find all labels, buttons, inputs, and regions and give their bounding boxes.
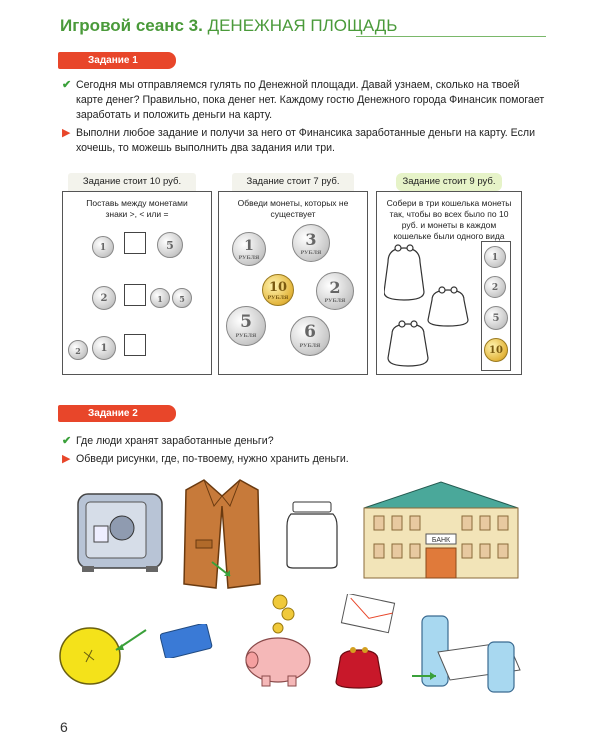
coin-icon [226, 306, 266, 346]
coin-value: 1 [491, 253, 499, 263]
jacket-icon [182, 476, 262, 592]
coin-word: РУБЛЯ [324, 298, 346, 304]
check-icon: ✔ [62, 435, 72, 447]
page-number: 6 [60, 719, 68, 735]
answer-box[interactable] [124, 232, 146, 254]
pillow-icon [56, 616, 152, 688]
coin-value: 6 [304, 322, 316, 342]
answer-box[interactable] [124, 284, 146, 306]
coin-word: РУБЛЯ [300, 250, 322, 256]
title-rest: ДЕНЕЖНАЯ ПЛОЩАДЬ [207, 16, 398, 35]
coin-value: 5 [240, 312, 252, 332]
coin-icon [262, 274, 294, 306]
task2-badge: Задание 2 [58, 405, 176, 422]
coin-icon [292, 224, 330, 262]
coin-value: 1 [99, 243, 107, 253]
bank-card-icon [160, 624, 214, 658]
coin-word: РУБЛЯ [238, 255, 260, 261]
coin-value: 2 [75, 346, 81, 356]
coin-value: 1 [100, 343, 108, 354]
coin-value: 5 [179, 294, 185, 304]
coin-word: РУБЛЯ [267, 295, 289, 301]
coin-value: 1 [244, 238, 254, 254]
task1-paragraph-2: ▶ Выполни любое задание и получи за него от Финансика заработанные деньги на карту. Если хочешь, то можешь выполнить два задания или три. [62, 127, 536, 154]
title-bold: Игровой сеанс 3. [60, 16, 203, 35]
jar-icon [285, 500, 339, 570]
card1-price-tab: Задание стоит 10 руб. [68, 173, 196, 191]
triangle-bullet-icon: ▶ [62, 127, 71, 139]
coin-icon [92, 336, 116, 360]
envelope-icon [340, 594, 398, 636]
bed-icon [408, 612, 522, 694]
coin-icon [150, 288, 170, 308]
purse-icon [334, 644, 384, 690]
triangle-bullet-icon: ▶ [62, 453, 71, 465]
check-icon: ✔ [62, 79, 72, 91]
coin-icon [484, 246, 506, 268]
purse-icon [428, 287, 468, 326]
coin-icon [157, 232, 183, 258]
coin-value: 2 [329, 278, 341, 297]
coin-value: 2 [491, 283, 499, 293]
card3-price-tab: Задание стоит 9 руб. [396, 173, 502, 191]
coin-value: 2 [100, 293, 108, 304]
piggy-bank-icon [240, 594, 316, 690]
bank-building-icon [358, 478, 524, 580]
coin-icon [484, 276, 506, 298]
task1-paragraph-1: ✔ Сегодня мы отправляемся гулять по Денежной площади. Давай узнаем, сколько на твоей карте денег? Правильно, пока денег нет. Каждому гостю Денежного города Финансик помогает заработать и положить деньги на карту. [62, 79, 545, 121]
coin-value: 10 [489, 345, 503, 356]
coin-icon [92, 286, 116, 310]
coin-icon [290, 316, 330, 356]
card2-price-tab: Задание стоит 7 руб. [232, 173, 354, 191]
coin-icon [172, 288, 192, 308]
coin-value: 1 [157, 294, 163, 304]
coin-word: РУБЛЯ [299, 343, 321, 349]
task1-badge: Задание 1 [58, 52, 176, 69]
page-title [60, 16, 397, 36]
task2-question-2: ▶ Обведи рисунки, где, по-твоему, нужно хранить деньги. [62, 453, 349, 465]
task2-question-1: ✔ Где люди хранят заработанные деньги? [62, 435, 274, 447]
purses-illustration [384, 240, 494, 370]
coin-value: 10 [268, 280, 288, 295]
coin-value: 5 [492, 313, 500, 324]
bank-sign: БАНК [431, 537, 451, 544]
answer-box[interactable] [124, 334, 146, 356]
coin-value: 3 [305, 230, 317, 249]
card2-instructions: Обведи монеты, которых не существует [237, 198, 349, 219]
coin-icon [92, 236, 114, 258]
coin-icon [316, 272, 354, 310]
coin-icon [232, 232, 266, 266]
coin-word: РУБЛЯ [235, 333, 257, 339]
safe-icon [76, 492, 164, 574]
header-divider [356, 36, 546, 37]
coin-icon [484, 338, 508, 362]
purse-icon [388, 321, 428, 366]
card1-instructions: Поставь между монетами знаки >, < или = [86, 198, 188, 219]
purse-icon [384, 245, 424, 300]
card3-instructions: Собери в три кошелька монеты так, чтобы во всех было по 10 руб. и монеты в каждом кошельке были одного вида [386, 198, 512, 241]
coin-icon [484, 306, 508, 330]
coin-icon [68, 340, 88, 360]
coin-value: 5 [166, 239, 174, 252]
